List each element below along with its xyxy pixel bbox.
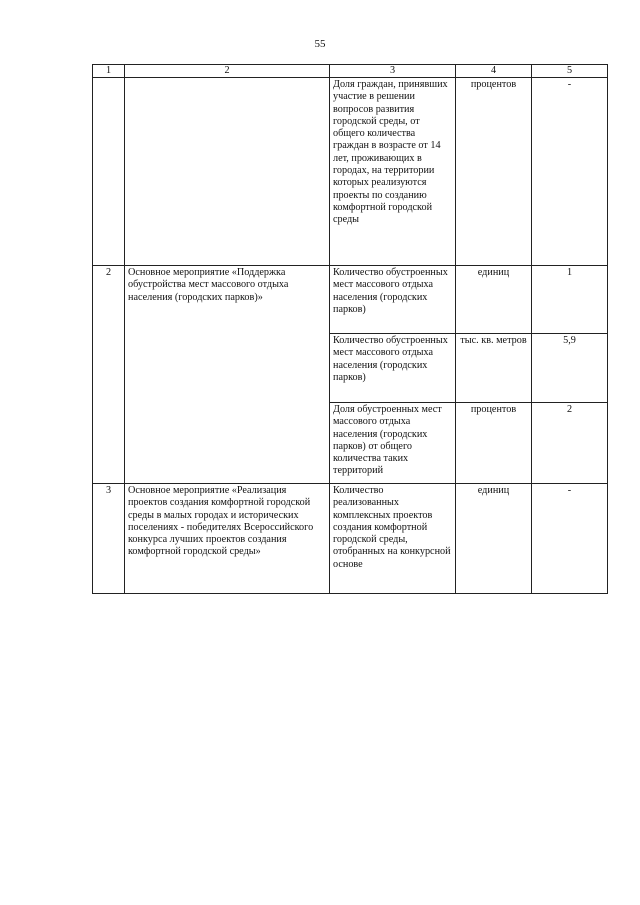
unit-cell: единиц bbox=[456, 484, 532, 594]
page-number: 55 bbox=[314, 38, 326, 50]
indicator-cell: Количество обустроенных мест массового отдыха населения (городских парков) bbox=[330, 334, 456, 403]
measure-cell: Основное мероприятие «Реализация проектов создания комфортной городской среды в малых городах и исторических поселениях - победителях Всероссийского конкурса лучших проектов создания комфортной городской среды» bbox=[125, 484, 330, 594]
unit-cell: тыс. кв. метров bbox=[456, 334, 532, 403]
table-row bbox=[93, 78, 608, 266]
row-number-cell: 3 bbox=[93, 484, 125, 594]
value-cell: 5,9 bbox=[532, 334, 608, 403]
indicator-cell: Количество обустроенных мест массового отдыха населения (городских парков) bbox=[330, 266, 456, 334]
table-header-row bbox=[93, 65, 608, 78]
header-col-5: 5 bbox=[532, 65, 608, 78]
indicator-cell: Количество реализованных комплексных проектов создания комфортной городской среды, отобранных на конкурсной основе bbox=[330, 484, 456, 594]
value-cell: 2 bbox=[532, 403, 608, 484]
indicator-cell: Доля обустроенных мест массового отдыха населения (городских парков) от общего количества таких территорий bbox=[330, 403, 456, 484]
indicator-cell: Доля граждан, принявших участие в решении вопросов развития городской среды, от общего количества граждан в возрасте от 14 лет, проживающих в городах, на территории которых реализуются проекты по созданию комфортной городской среды bbox=[330, 78, 456, 266]
table-row bbox=[93, 484, 608, 594]
unit-cell: процентов bbox=[456, 78, 532, 266]
measure-cell bbox=[125, 78, 330, 266]
indicators-table bbox=[92, 64, 608, 594]
measure-cell: Основное мероприятие «Поддержка обустройства мест массового отдыха населения (городских парков)» bbox=[125, 266, 330, 484]
header-col-3: 3 bbox=[330, 65, 456, 78]
value-cell: - bbox=[532, 484, 608, 594]
header-col-1: 1 bbox=[93, 65, 125, 78]
table-row bbox=[93, 266, 608, 334]
row-number-cell: 2 bbox=[93, 266, 125, 484]
value-cell: - bbox=[532, 78, 608, 266]
value-cell: 1 bbox=[532, 266, 608, 334]
header-col-4: 4 bbox=[456, 65, 532, 78]
header-col-2: 2 bbox=[125, 65, 330, 78]
unit-cell: единиц bbox=[456, 266, 532, 334]
row-number-cell bbox=[93, 78, 125, 266]
unit-cell: процентов bbox=[456, 403, 532, 484]
